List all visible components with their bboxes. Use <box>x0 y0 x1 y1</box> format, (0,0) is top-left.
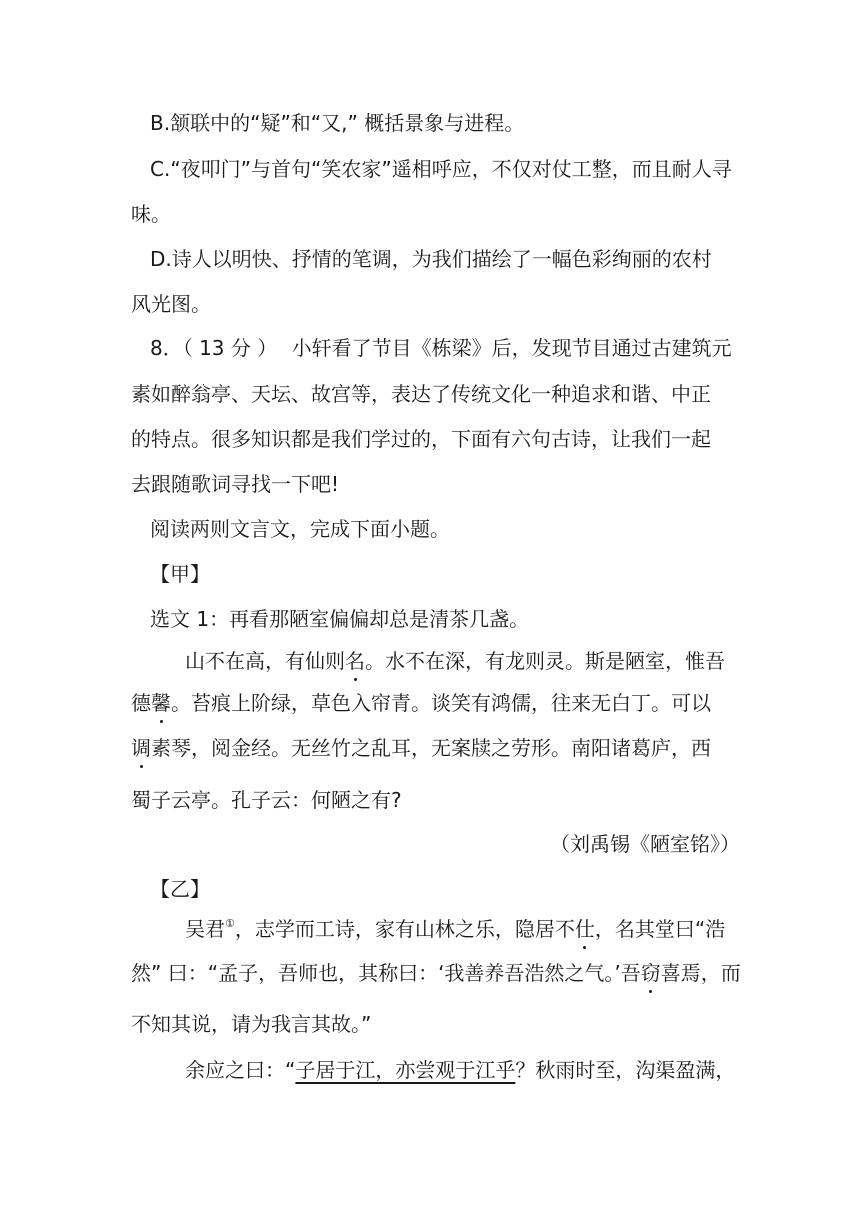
emphasis-char: 馨 <box>151 691 171 715</box>
yi-text: 余应之曰：“ <box>185 1058 296 1082</box>
section-yi-label: 【乙】 <box>150 877 210 901</box>
option-b: B.颔联中的“疑”和“又,” 概括景象与进程。 <box>150 111 525 135</box>
question-8-line-4: 去跟随歌词寻找一下吧! <box>131 472 340 496</box>
yi-paragraph-line-2 <box>131 960 741 986</box>
option-c-line-2: 味。 <box>131 202 171 226</box>
option-d-line-1: D.诗人以明快、抒情的笔调，为我们描绘了一幅色彩绚丽的农村 <box>150 247 712 271</box>
option-d-line-2: 风光图。 <box>131 292 211 316</box>
jia-paragraph-line-1 <box>185 648 725 674</box>
yi-text: 喜焉，而 <box>660 961 741 985</box>
section-jia-label: 【甲】 <box>150 562 210 586</box>
yi-text: ？秋雨时至，沟渠盈满， <box>515 1058 736 1082</box>
jia-text: 德 <box>131 691 151 715</box>
yi-text: ，志学而工诗，家有山林之乐，隐居不 <box>234 917 575 941</box>
yi-text: 吴君 <box>185 917 225 941</box>
reading-instruction: 阅读两则文言文，完成下面小题。 <box>150 517 450 541</box>
footnote-marker: ① <box>225 917 235 930</box>
section-jia-subtitle: 选文 1：再看那陋室偏偏却总是清茶几盏。 <box>150 607 530 631</box>
jia-text: 。苔痕上阶绿，草色入帘青。谈笑有鸿儒，往来无白丁。可以 <box>171 691 711 715</box>
question-8-number: 8．（ 13 分 ） <box>150 336 278 360</box>
question-8-text: 小轩看了节目《栋梁》后，发现节目通过古建筑元 <box>291 336 732 360</box>
question-8-line-1 <box>150 335 732 361</box>
jia-paragraph-line-2 <box>131 690 711 716</box>
yi-text: ，名其堂曰“浩 <box>594 917 726 941</box>
jia-text: 山不在高，有仙则 <box>185 649 345 673</box>
emphasis-char: 调 <box>131 736 151 760</box>
jia-source: （刘禹锡《陋室铭》） <box>550 832 740 856</box>
emphasis-char: 名 <box>345 649 365 673</box>
option-c-line-1: C.“夜叩门”与首句“笑农家”遥相呼应，不仅对仗工整，而且耐人寻 <box>150 157 732 181</box>
yi-paragraph-line-1 <box>185 916 725 942</box>
jia-paragraph-line-3 <box>131 735 711 761</box>
emphasis-char: 仕 <box>574 917 595 941</box>
yi-paragraph-line-4 <box>185 1057 735 1083</box>
yi-text: 然” 曰：“孟子，吾师也，其称曰：‘我善养吾浩然之气。’吾 <box>131 961 641 985</box>
yi-paragraph-line-3: 不知其说，请为我言其故。” <box>131 1012 372 1036</box>
underlined-sentence: 子居于江，亦尝观于江乎 <box>295 1058 516 1082</box>
jia-text: 素琴，阅金经。无丝竹之乱耳，无案牍之劳形。南阳诸葛庐，西 <box>151 736 711 760</box>
question-8-line-2: 素如醉翁亭、天坛、故宫等，表达了传统文化一种追求和谐、中正 <box>131 382 711 406</box>
question-8-line-3: 的特点。很多知识都是我们学过的，下面有六句古诗，让我们一起 <box>131 427 711 451</box>
jia-text: 。水不在深，有龙则灵。斯是陋室，惟吾 <box>365 649 725 673</box>
jia-paragraph-line-4: 蜀子云亭。孔子云：何陋之有? <box>131 788 402 812</box>
emphasis-char: 窃 <box>640 961 661 985</box>
